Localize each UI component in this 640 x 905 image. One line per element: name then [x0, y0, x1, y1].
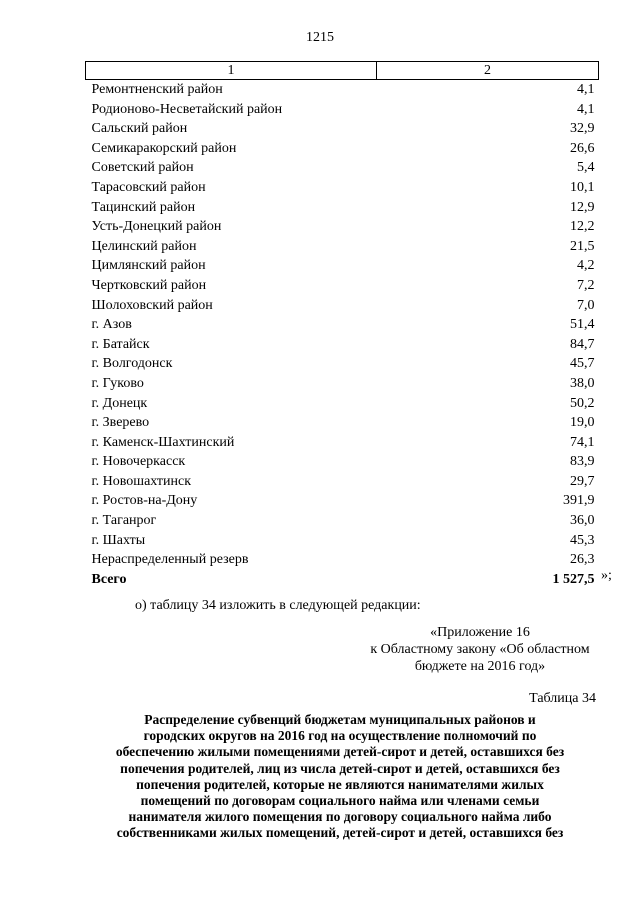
heading-line: попечения родителей, которые не являются нанимателями жилых	[136, 776, 544, 792]
appendix-line: «Приложение 16	[430, 625, 530, 640]
table-row	[86, 550, 599, 570]
district-name: Советский район	[91, 160, 194, 176]
heading-line: помещений по договорам социального найма или членами семьи	[140, 793, 540, 809]
table-label: Таблица 34	[529, 691, 596, 706]
instruction-text: о) таблицу 34 изложить в следующей редакции:	[135, 598, 421, 613]
table-row	[86, 511, 599, 531]
subvention-amount: 391,9	[563, 493, 595, 509]
subvention-amount: 83,9	[570, 454, 595, 470]
subvention-amount: 50,2	[570, 395, 595, 411]
district-name: Тацинский район	[91, 199, 196, 215]
heading-line: нанимателя жилого помещения по договору социального найма либо	[128, 809, 552, 825]
subvention-amount: 4,1	[577, 101, 595, 117]
table-row	[86, 472, 599, 492]
subvention-amount: 84,7	[570, 336, 595, 352]
district-name: г. Донецк	[91, 395, 148, 411]
table-row	[86, 119, 599, 139]
total-suffix: »;	[601, 568, 612, 583]
table-row	[86, 491, 599, 511]
subventions-table	[85, 61, 599, 589]
subvention-amount: 36,0	[570, 513, 595, 529]
total-row	[86, 570, 599, 590]
total-amount: 1 527,5	[552, 571, 595, 587]
subvention-amount: 26,3	[570, 552, 595, 568]
subvention-amount: 21,5	[570, 238, 595, 254]
subvention-amount: 51,4	[570, 317, 595, 333]
table-row	[86, 452, 599, 472]
table-row	[86, 198, 599, 218]
subvention-amount: 32,9	[570, 121, 595, 137]
subvention-amount: 45,3	[570, 532, 595, 548]
district-name: г. Новочеркасск	[91, 454, 186, 470]
heading-line: городских округов на 2016 год на осуществление полномочий по	[143, 728, 537, 744]
district-name: г. Шахты	[91, 532, 146, 548]
district-name: г. Волгодонск	[91, 356, 173, 372]
subvention-amount: 45,7	[570, 356, 595, 372]
heading-line: собственниками жилых помещений, детей-сирот и детей, оставшихся без	[116, 825, 564, 841]
table-row	[86, 178, 599, 198]
table-row	[86, 433, 599, 453]
subvention-amount: 74,1	[570, 434, 595, 450]
subvention-amount: 19,0	[570, 415, 595, 431]
heading-line: попечения родителей, лиц из числа детей-сирот и детей, оставшихся без	[120, 760, 560, 776]
table-row	[86, 335, 599, 355]
subvention-amount: 26,6	[570, 140, 595, 156]
table-row	[86, 413, 599, 433]
district-name: г. Таганрог	[91, 513, 157, 529]
page-number: 1215	[306, 30, 334, 45]
subvention-amount: 12,2	[570, 219, 595, 235]
district-name: г. Зверево	[91, 415, 150, 431]
appendix-note	[350, 624, 610, 675]
subvention-amount: 29,7	[570, 473, 595, 489]
column-header-2: 2	[377, 62, 599, 80]
table-row	[86, 139, 599, 159]
district-name: г. Ростов-на-Дону	[91, 493, 198, 509]
district-name: Шолоховский район	[91, 297, 213, 313]
appendix-line: к Областному закону «Об областном	[370, 642, 590, 657]
table-row	[86, 80, 599, 100]
subvention-amount: 4,2	[577, 258, 595, 274]
table-row	[86, 100, 599, 120]
district-name: Родионово-Несветайский район	[91, 101, 283, 117]
table-row	[86, 256, 599, 276]
district-name: Усть-Донецкий район	[91, 219, 222, 235]
district-name: Цимлянский район	[91, 258, 206, 274]
table-row	[86, 394, 599, 414]
district-name: г. Новошахтинск	[91, 473, 192, 489]
district-name: Ремонтненский район	[91, 82, 223, 97]
district-name: Чертковский район	[91, 277, 207, 293]
subvention-amount: 12,9	[570, 199, 595, 215]
section-heading	[80, 712, 600, 842]
heading-line: обеспечению жилыми помещениями детей-сирот и детей, оставшихся без	[115, 744, 565, 760]
district-name: г. Азов	[91, 317, 132, 333]
subvention-amount: 4,1	[577, 82, 595, 97]
table-header-row	[86, 62, 599, 80]
subvention-amount: 7,0	[577, 297, 595, 313]
table-row	[86, 315, 599, 335]
table-row	[86, 217, 599, 237]
column-header-1: 1	[86, 62, 377, 80]
table-row	[86, 531, 599, 551]
subvention-amount: 10,1	[570, 179, 595, 195]
district-name: Семикаракорский район	[91, 140, 237, 156]
district-name: г. Батайск	[91, 336, 150, 352]
total-label: Всего	[91, 571, 127, 587]
table-row	[86, 354, 599, 374]
table-row	[86, 158, 599, 178]
heading-line: Распределение субвенций бюджетам муниципальных районов и	[144, 712, 536, 727]
subvention-amount: 38,0	[570, 375, 595, 391]
district-name: г. Каменск-Шахтинский	[91, 434, 235, 450]
table-row	[86, 276, 599, 296]
district-name: Нераспределенный резерв	[91, 552, 249, 568]
district-name: Целинский район	[91, 238, 197, 254]
table-row	[86, 374, 599, 394]
district-name: Тарасовский район	[91, 179, 206, 195]
subvention-amount: 5,4	[577, 160, 595, 176]
district-name: Сальский район	[91, 121, 188, 137]
subvention-amount: 7,2	[577, 277, 595, 293]
table-row	[86, 237, 599, 257]
district-name: г. Гуково	[91, 375, 144, 391]
table-row	[86, 296, 599, 316]
appendix-line: бюджете на 2016 год»	[414, 659, 546, 674]
